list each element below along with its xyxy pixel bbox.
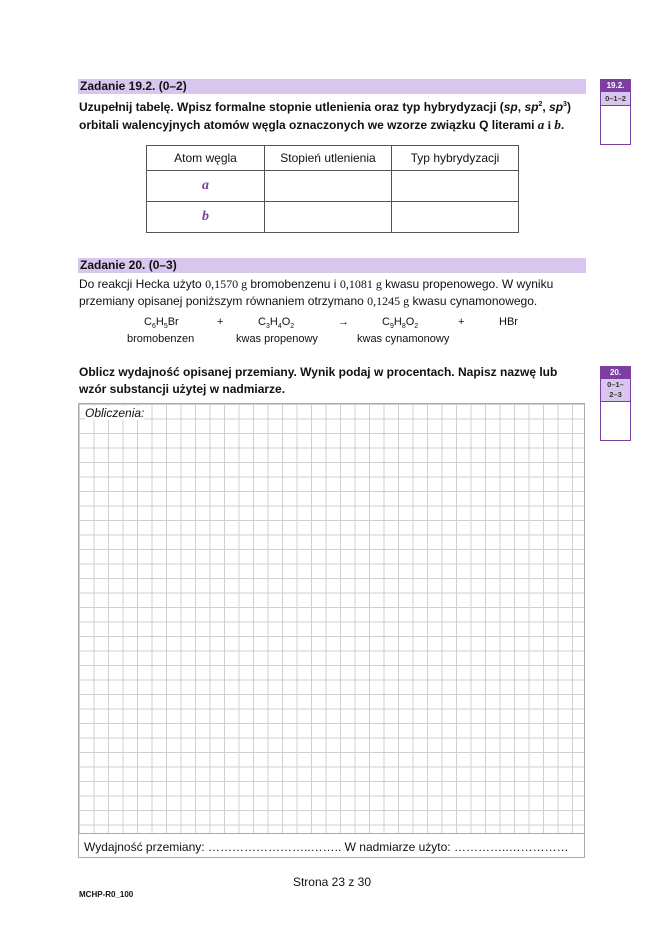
instruction-text-2: orbitali walencyjnych atomów węgla oznaczonych we wzorze związku Q literami <box>79 118 535 132</box>
intro-text: bromobenzenu i <box>250 277 337 291</box>
task-20-question <box>79 364 594 398</box>
table-header: Atom węgla <box>147 146 265 171</box>
hyb-sp3: sp <box>549 100 564 114</box>
score-points-line: 0–1– <box>607 380 624 389</box>
sup-2: 2 <box>538 101 543 108</box>
answer-cell[interactable] <box>392 171 519 202</box>
hyb-sp2: sp <box>524 100 539 114</box>
oxidation-table <box>146 145 519 233</box>
answer-area[interactable] <box>78 834 585 858</box>
plus-sign: + <box>458 316 465 328</box>
calc-label: Obliczenia: <box>85 406 145 420</box>
score-label: 19.2. <box>601 80 630 92</box>
answer-cell[interactable] <box>392 202 519 233</box>
score-label: 20. <box>601 367 630 379</box>
instruction-text-1: Uzupełnij tabelę. Wpisz formalne stopnie utlenienia oraz typ hybrydyzacji ( <box>79 100 504 114</box>
reaction-arrow: → <box>338 316 349 328</box>
exam-code: MCHP-R0_100 <box>79 890 134 899</box>
answer-line: Wydajność przemiany: ……………………..…….. W nadmiarze użyto: …………..…………… <box>84 840 569 854</box>
table-header: Typ hybrydyzacji <box>392 146 519 171</box>
task-19-2-header: Zadanie 19.2. (0–2) <box>78 79 586 94</box>
question-text-1: Oblicz wydajność opisanej przemiany. Wynik podaj w procentach. Napisz nazwę lub <box>79 365 558 379</box>
name-cinnamic: kwas cynamonowy <box>357 333 450 345</box>
sup-3: 3 <box>563 101 567 108</box>
conj-i: i <box>547 118 551 132</box>
mass-propenoic: 0,1081 g <box>339 277 382 291</box>
intro-text: Do reakcji Hecka użyto <box>79 277 202 291</box>
formula-hbr: HBr <box>499 316 518 328</box>
row-label-a: a <box>147 171 265 202</box>
intro-text: kwasu cynamonowego. <box>412 294 538 308</box>
plus-sign: + <box>217 316 224 328</box>
task-19-2-instruction: Uzupełnij tabelę. Wpisz formalne stopnie utlenienia oraz typ hybrydyzacji (sp, $sp^2$, $sp^3$) orbitali walencyjnych atomów węgla oznaczonych we wzorze związku Q literami a i b. <box>79 100 571 132</box>
letter-b: b <box>554 117 561 132</box>
score-points-line: 2–3 <box>609 390 622 399</box>
mass-bromobenzene: 0,1570 g <box>205 277 248 291</box>
formula-bromobenzene: $C_6H_5Br$ <box>144 316 179 331</box>
score-box-19-2 <box>600 79 631 145</box>
formula-cinnamic: $C_9H_8O_2$ <box>382 316 419 331</box>
hyb-sp: sp <box>503 100 518 114</box>
page-number: Strona 23 z 30 <box>292 875 372 889</box>
letter-a: a <box>537 117 545 132</box>
row-label-b: b <box>147 202 265 233</box>
answer-cell[interactable] <box>265 202 392 233</box>
intro-text: kwasu propenowego. W wyniku <box>385 277 554 291</box>
reaction-equation <box>0 316 664 348</box>
name-propenoic: kwas propenowy <box>236 333 318 345</box>
score-points <box>601 379 630 402</box>
score-box-20 <box>600 366 631 441</box>
score-points: 0–1–2 <box>601 92 630 106</box>
name-bromobenzene: bromobenzen <box>127 333 195 345</box>
answer-cell[interactable] <box>265 171 392 202</box>
question-text-2: wzór substancji użytej w nadmiarze. <box>79 382 286 396</box>
calculation-grid[interactable] <box>78 403 585 834</box>
task-20-intro <box>79 276 589 310</box>
formula-propenoic: $C_3H_4O_2$ <box>258 316 295 331</box>
task-20-header: Zadanie 20. (0–3) <box>78 258 586 273</box>
mass-cinnamic: 0,1245 g <box>367 294 410 308</box>
intro-text: przemiany opisanej poniższym równaniem otrzymano <box>79 294 364 308</box>
table-header: Stopień utlenienia <box>265 146 392 171</box>
